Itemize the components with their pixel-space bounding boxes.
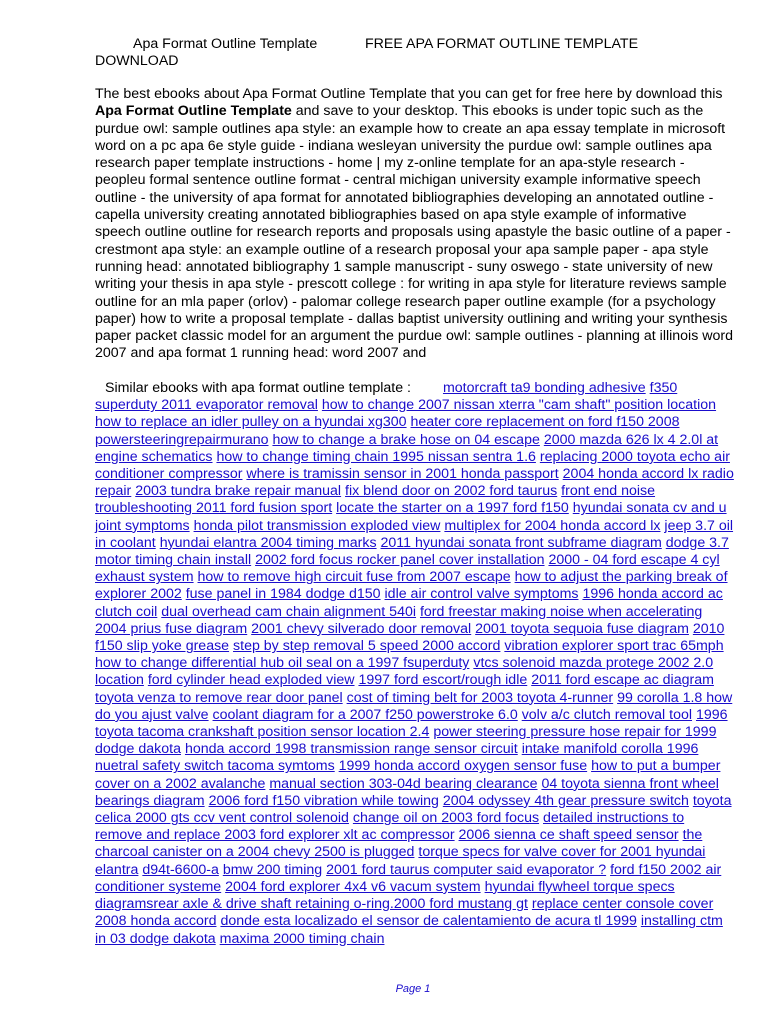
intro-text-start: The best ebooks about Apa Format Outline Template that you can get for free here by download this — [95, 86, 723, 102]
ebook-link[interactable]: jeep 3.7 oil in coolant — [95, 517, 734, 551]
ebook-link[interactable]: how to remove high circuit fuse from 2007 escape — [197, 569, 511, 586]
ebook-link[interactable]: ford cylinder head exploded view — [147, 672, 355, 689]
header-title: Apa Format Outline Template — [133, 36, 318, 52]
ebook-link[interactable]: replacing 2000 toyota echo air conditioner compressor — [95, 448, 730, 483]
ebook-link[interactable]: how to adjust the parking break of explorer 2002 — [95, 569, 728, 603]
header-banner: FREE APA FORMAT OUTLINE TEMPLATE — [365, 36, 639, 52]
ebook-link[interactable]: d94t-6600-a — [142, 861, 219, 878]
ebook-link[interactable]: 2011 ford escape ac diagram — [531, 672, 714, 689]
ebook-link[interactable]: 2011 hyundai sonata front subframe diagram — [380, 534, 662, 551]
ebook-link[interactable]: 2001 toyota sequoia fuse diagram — [475, 620, 689, 637]
ebook-link[interactable]: dodge 3.7 motor timing chain install — [95, 534, 729, 569]
ebook-link[interactable]: 2003 tundra brake repair manual — [135, 483, 342, 500]
ebook-link[interactable]: 1997 ford escort/rough idle — [358, 672, 528, 689]
ebook-link[interactable]: replace center console cover 2008 honda accord — [95, 896, 714, 930]
ebook-link[interactable]: hyundai elantra 2004 timing marks — [159, 534, 377, 551]
ebook-link[interactable]: how to put a bumper cover on a 2002 avalanche — [95, 758, 721, 792]
ebook-link[interactable]: ford freestar making noise when accelerating — [419, 603, 703, 620]
ebook-link[interactable]: the charcoal canister on a 2004 chevy 2500 is plugged — [95, 827, 703, 861]
ebook-link[interactable]: volv a/c clutch removal tool — [521, 706, 693, 723]
ebook-link[interactable]: toyota venza to remove rear door panel — [95, 689, 343, 706]
ebook-link[interactable]: cost of timing belt for 2003 toyota 4-runner — [346, 689, 614, 706]
intro-bold-title: Apa Format Outline Template — [95, 103, 292, 120]
ebook-link[interactable]: coolant diagram for a 2007 f250 powerstroke 6.0 — [212, 706, 518, 723]
ebook-link[interactable]: diagramsrear axle & drive shaft retaining o-ring.2000 ford mustang gt — [95, 896, 528, 913]
ebook-link[interactable]: step by step removal 5 speed 2000 accord — [233, 638, 501, 655]
ebook-link[interactable]: intake manifold corolla 1996 — [521, 741, 699, 758]
ebook-link[interactable]: motorcraft ta9 bonding adhesive — [442, 380, 646, 396]
ebook-link[interactable]: detailed instructions to remove and replace 2003 ford explorer xlt ac compressor — [95, 810, 685, 844]
header-download: DOWNLOAD — [95, 53, 179, 69]
ebook-link[interactable]: hyundai sonata cv and u joint symptoms — [95, 500, 727, 534]
ebook-link[interactable]: 1996 honda accord ac clutch coil — [95, 586, 723, 620]
ebook-link[interactable]: how to replace an idler pulley on a hyundai xg300 — [95, 414, 407, 431]
ebook-link[interactable]: change oil on 2003 ford focus — [352, 810, 540, 827]
ebook-link[interactable]: manual section 303-04d bearing clearance — [269, 775, 538, 792]
ebook-link[interactable]: nuetral safety switch tacoma symtoms — [95, 758, 335, 775]
ebook-link[interactable]: donde esta localizado el sensor de calentamiento de acura tl 1999 — [220, 913, 637, 930]
ebook-link[interactable]: toyota celica 2000 gts ccv vent control solenoid — [95, 792, 732, 827]
ebook-link[interactable]: 2002 ford focus rocker panel cover installation — [255, 552, 545, 569]
ebook-link[interactable]: locate the starter on a 1997 ford f150 — [336, 500, 569, 517]
ebook-link[interactable]: maxima 2000 timing chain — [219, 930, 385, 947]
ebook-link[interactable]: 2000 - 04 ford escape 4 cyl exhaust system — [95, 552, 720, 586]
ebook-link[interactable]: honda pilot transmission exploded view — [193, 517, 441, 534]
intro-paragraph — [95, 86, 735, 363]
ebook-link[interactable]: 2006 sienna ce shaft speed sensor — [458, 827, 679, 844]
ebook-link[interactable]: 2000 mazda 626 lx 4 2.0l at engine schematics — [95, 431, 719, 465]
ebook-link[interactable]: torque specs for valve cover for 2001 hyundai elantra — [95, 844, 706, 878]
page-number: Page 1 — [395, 983, 431, 995]
ebook-link[interactable]: how to change differential hub oil seal on a 1997 fsuperduty — [95, 655, 470, 672]
ebook-link[interactable]: dual overhead cam chain alignment 540i — [161, 603, 417, 620]
ebook-link[interactable]: how to change 2007 nissan xterra "cam shaft" position location — [321, 397, 717, 414]
ebook-link[interactable]: 2004 odyssey 4th gear pressure switch — [442, 792, 689, 809]
intro-text-rest: and save to your desktop. This ebooks is under topic such as the purdue owl: sample outlines apa style: an example how to create an apa essay template in microsoft word on a pc apa 6e style guide - indiana wesleyan university the purdue owl: sample outlines apa research paper template instructions - home | my z-online template for an apa-style research - peopleu formal sentence outline format - central michigan university example informative speech outline - the university of apa format for annotated bibliographies developing an annotated outline - capella university creating annotated bibliographies based on apa style example of informative speech outline outline for research reports and proposals using apastyle the basic outline of a paper - crestmont apa style: an example outline of a research proposal your apa sample paper - apa style running head: annotated bibliography 1 sample manuscript - suny oswego - state university of new writing your thesis in apa style - prescott college : for writing in apa style for literature reviews sample outline for an mla paper (orlov) - palomar college research paper outline example (for a psychology paper) how to write a proposal template - dallas baptist university outlining and writing your synthesis paper packet classic model for an argument the purdue owl: sample outlines - planning at illinois word 2007 and apa format 1 running head: word 2007 and — [95, 103, 733, 362]
ebook-link[interactable]: 1999 honda accord oxygen sensor fuse — [338, 758, 588, 775]
ebook-link[interactable]: fix blend door on 2002 ford taurus — [345, 483, 558, 500]
ebook-link[interactable]: bmw 200 timing — [222, 861, 323, 878]
ebook-link[interactable]: 1996 toyota tacoma crankshaft position sensor location 2.4 — [95, 706, 728, 741]
ebook-link[interactable]: 2004 honda accord lx radio repair — [95, 466, 734, 500]
ebook-link[interactable]: vibration explorer sport trac 65mph — [504, 638, 724, 655]
ebook-link[interactable]: 99 corolla 1.8 how do you ajust valve — [95, 689, 733, 723]
ebook-link[interactable]: 2001 chevy silverado door removal — [251, 620, 472, 637]
ebook-link[interactable]: 2010 f150 slip yoke grease — [95, 620, 725, 655]
page-footer — [0, 983, 770, 995]
ebook-link[interactable]: 04 toyota sienna front wheel bearings diagram — [95, 775, 719, 809]
ebook-link[interactable]: installing ctm in 03 dodge dakota — [95, 913, 723, 947]
ebook-link[interactable]: front end noise troubleshooting 2011 ford fusion sport — [95, 483, 656, 517]
ebook-link[interactable]: idle air control valve symptoms — [384, 586, 579, 603]
ebook-link[interactable]: fuse panel in 1984 dodge d150 — [185, 586, 381, 603]
ebook-link[interactable]: how to change timing chain 1995 nissan sentra 1.6 — [216, 448, 536, 465]
ebook-link[interactable]: ford f150 2002 air conditioner systeme — [95, 861, 722, 895]
ebook-link[interactable]: vtcs solenoid mazda protege 2002 2.0 location — [95, 655, 714, 689]
ebook-link[interactable]: hyundai flywheel torque specs — [484, 878, 675, 895]
ebook-link[interactable]: 2006 ford f150 vibration while towing — [208, 792, 439, 809]
ebook-link[interactable]: heater core replacement on ford f150 2008 powersteeringrepairmurano — [95, 414, 680, 448]
ebook-link[interactable]: 2004 prius fuse diagram — [95, 620, 248, 637]
ebook-link[interactable]: 2001 ford taurus computer said evaporator ? — [326, 861, 607, 878]
similar-ebooks-section — [95, 380, 735, 948]
ebook-link[interactable]: multiplex for 2004 honda accord lx — [444, 517, 661, 534]
ebook-link[interactable]: 2004 ford explorer 4x4 v6 vacum system — [225, 878, 481, 895]
similar-ebooks-lead: Similar ebooks with apa format outline template : — [105, 380, 411, 396]
ebook-link[interactable]: how to change a brake hose on 04 escape — [272, 431, 540, 448]
ebook-link[interactable]: power steering pressure hose repair for 1999 dodge dakota — [95, 724, 717, 758]
ebook-link[interactable]: f350 superduty 2011 evaporator removal — [95, 380, 678, 414]
ebook-link[interactable]: where is tramissin sensor in 2001 honda passport — [246, 466, 559, 483]
ebook-link[interactable]: honda accord 1998 transmission range sensor circuit — [184, 741, 518, 758]
